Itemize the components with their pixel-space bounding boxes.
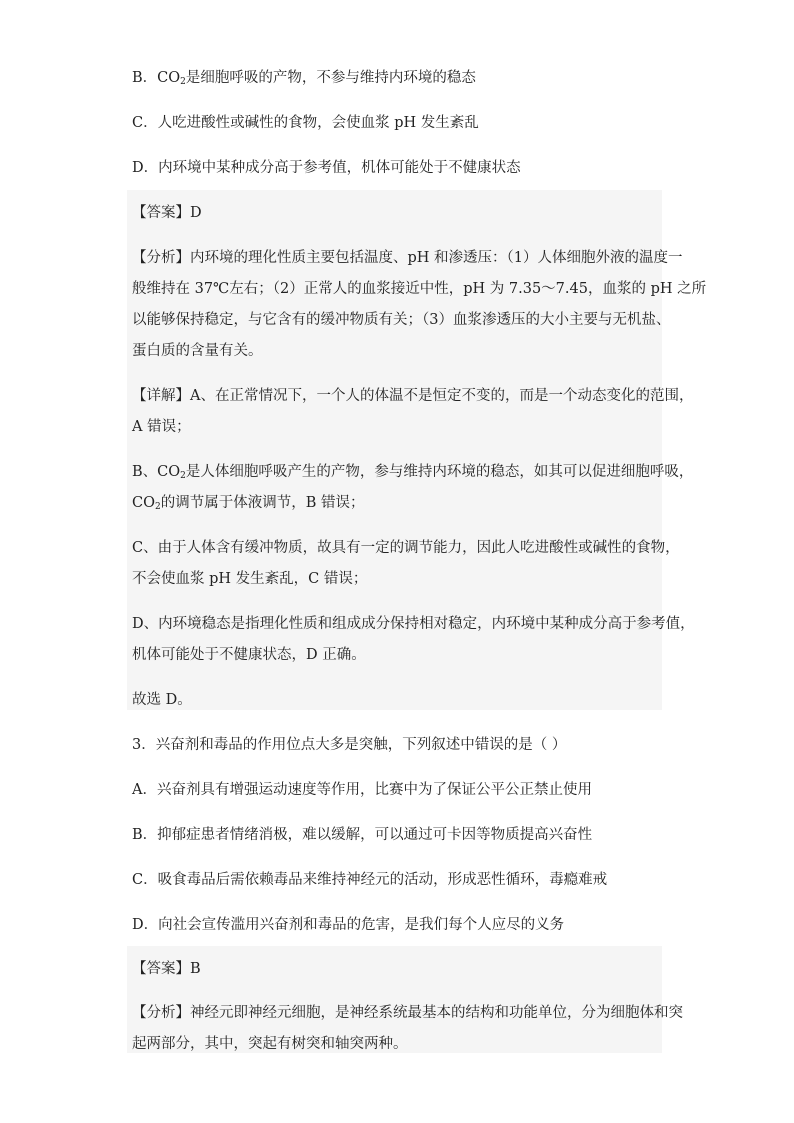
q2-detail-b-line-2: $CO_2$的调节属于体液调节，B 错误；	[132, 495, 365, 512]
q3-option-a: A．兴奋剂具有增强运动速度等作用，比赛中为了保证公平公正禁止使用	[132, 782, 592, 798]
q3-option-b: B．抑郁症患者情绪消极，难以缓解，可以通过可卡因等物质提高兴奋性	[132, 827, 593, 843]
q2-answer: 【答案】D	[132, 205, 202, 221]
q2-analysis-line-3: 以能够保持稳定，与它含有的缓冲物质有关；（3）血浆渗透压的大小主要与无机盐、	[132, 312, 671, 328]
q2-detail-c-line-1: C、由于人体含有缓冲物质，故具有一定的调节能力，因此人吃进酸性或碱性的食物，	[132, 540, 680, 556]
q2-conclusion: 故选 D。	[132, 692, 192, 708]
q3-analysis-line-1: 【分析】神经元即神经元细胞，是神经系统最基本的结构和功能单位，分为细胞体和突	[132, 1005, 683, 1021]
q3-answer: 【答案】B	[132, 961, 201, 977]
q2-detail-a-line-1: 【详解】A、在正常情况下，一个人的体温不是恒定不变的，而是一个动态变化的范围，	[132, 388, 694, 404]
q2-detail-d-line-1: D、内环境稳态是指理化性质和组成成分保持相对稳定，内环境中某种成分高于参考值，	[132, 616, 695, 632]
q2-detail-d-line-2: 机体可能处于不健康状态，D 正确。	[132, 647, 366, 663]
q2-option-b: B．$CO_2$是细胞呼吸的产物，不参与维持内环境的稳态	[132, 70, 476, 87]
q2-detail-b-line-1: B、$CO_2$是人体细胞呼吸产生的产物，参与维持内环境的稳态，如其可以促进细胞呼吸，	[132, 464, 694, 481]
q3-stem: 3．兴奋剂和毒品的作用位点大多是突触，下列叙述中错误的是（ ）	[132, 737, 567, 753]
q2-detail-c-line-2: 不会使血浆 pH 发生紊乱，C 错误；	[132, 571, 368, 587]
q2-option-c: C．人吃进酸性或碱性的食物，会使血浆 pH 发生紊乱	[132, 115, 479, 131]
q3-analysis-line-2: 起两部分，其中，突起有树突和轴突两种。	[132, 1036, 408, 1052]
q2-analysis-line-2: 般维持在 37℃左右；（2）正常人的血浆接近中性，pH 为 7.35～7.45，血浆的 pH 之所	[132, 281, 707, 297]
q2-analysis-line-1: 【分析】内环境的理化性质主要包括温度、pH 和渗透压：（1）人体细胞外液的温度一	[132, 250, 683, 266]
q2-analysis-line-4: 蛋白质的含量有关。	[132, 343, 263, 359]
q3-option-c: C．吸食毒品后需依赖毒品来维持神经元的活动，形成恶性循环，毒瘾难戒	[132, 872, 608, 888]
q2-option-d: D．内环境中某种成分高于参考值，机体可能处于不健康状态	[132, 160, 521, 176]
q3-option-d: D．向社会宣传滥用兴奋剂和毒品的危害，是我们每个人应尽的义务	[132, 917, 565, 933]
q2-detail-a-line-2: A 错误；	[132, 419, 191, 435]
